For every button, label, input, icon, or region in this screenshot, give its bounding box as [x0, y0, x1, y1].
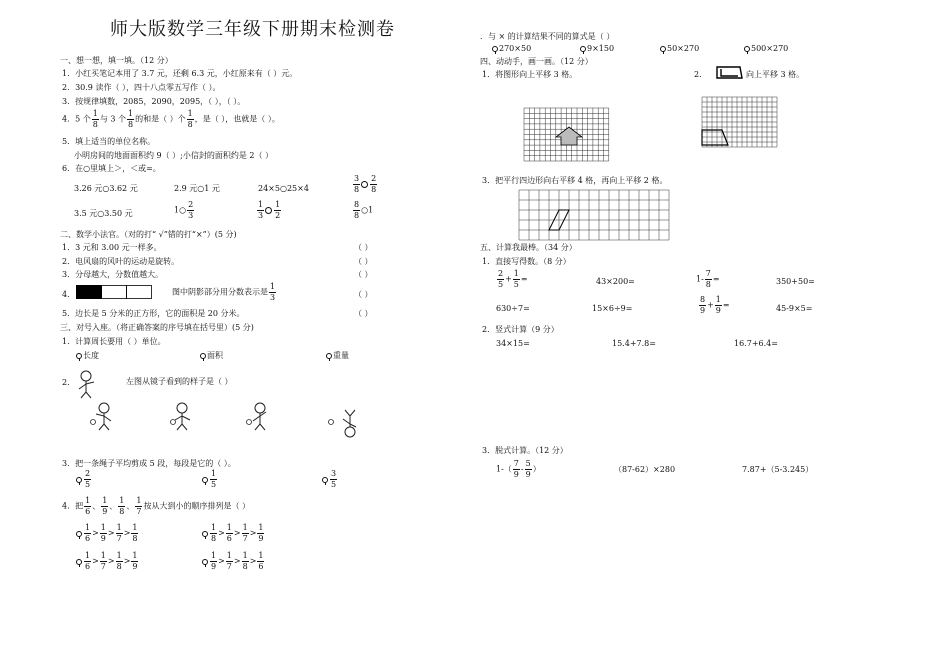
vertical-3: 16.7+6.4= — [734, 339, 778, 348]
option-marker-icon — [492, 46, 498, 52]
calc-1b: 43×200= — [596, 277, 635, 286]
q1-3: 3．按规律填数，2085，2090，2095，（ ），（ ）。 — [62, 97, 246, 106]
stepwise-3: 7.87+（5-3.245） — [742, 465, 814, 474]
option-marker-icon — [660, 46, 666, 52]
mc-q1-opt-a[interactable]: 长度 — [76, 351, 99, 360]
calc-q2: 2．竖式计算（9 分） — [482, 325, 559, 334]
section-4-heading: 四、动动手，画一画。（12 分） — [480, 57, 593, 66]
option-marker-icon — [76, 559, 82, 565]
draw-q1: 1．将图形向上平移 3 格。 — [482, 70, 578, 79]
stick-figure-icon — [76, 370, 102, 400]
option-marker-icon — [322, 477, 328, 483]
tf-answer-1[interactable]: （ ） — [354, 243, 373, 252]
compare-2d: $\frac{8}{8}$ ○1 — [354, 200, 374, 220]
draw-q2-num: 2． — [694, 70, 708, 79]
q1-2: 2．30.9 读作（ ），四十八点零五写作（ ）。 — [62, 83, 221, 92]
tf-answer-4[interactable]: （ ） — [354, 290, 373, 299]
q1-4: 4．5 个 $\frac{1}{8}$ 与 3 个 $\frac{1}{8}$ 的和是（ ）个 $\frac{1}{8}$ ，是（ ），也就是（ ）。 — [62, 109, 280, 129]
mirror-option-c-icon[interactable] — [246, 402, 272, 432]
compare-1d: $\frac{3}{8}$ $\frac{2}{8}$ — [354, 174, 377, 194]
mc-q4-opt-a[interactable]: $\frac{1}{6}$ > $\frac{1}{9}$ > $\frac{1}{7}$ > $\frac{1}{8}$ — [76, 524, 139, 543]
mc-q4-opt-c[interactable]: $\frac{1}{6}$ > $\frac{1}{7}$ > $\frac{1}{8}$ > $\frac{1}{9}$ — [76, 552, 139, 571]
compare-1b: 2.9 元○1 元 — [174, 184, 220, 193]
compare-circle[interactable] — [361, 181, 368, 188]
option-marker-icon — [202, 531, 208, 537]
mc-q4: 4．把 $\frac{1}{6}$ 、 $\frac{1}{9}$ 、 $\frac{1}{8}$ 、 $\frac{1}{7}$ 按从大到小的顺序排列是（ ） — [62, 496, 251, 516]
tf-q4-text: 图中阴影部分用分数表示是 $\frac{1}{3}$ — [172, 282, 276, 302]
option-marker-icon — [76, 353, 82, 359]
mc-q1-opt-c[interactable]: 重量 — [326, 351, 349, 360]
shaded-bar-figure — [76, 285, 156, 301]
mc-q3-opt-b[interactable]: $\frac{1}{5}$ — [202, 470, 218, 489]
stepwise-2: （87-62）×280 — [614, 465, 676, 474]
mc-q1: 1．计算周长要用（ ）单位。 — [62, 337, 166, 346]
page-title: 师大版数学三年级下册期末检测卷 — [110, 19, 395, 40]
grid-3[interactable] — [519, 190, 670, 241]
vertical-1: 34×15= — [496, 339, 530, 348]
option-marker-icon — [200, 353, 206, 359]
vertical-2: 15.4+7.8= — [612, 339, 656, 348]
compare-2c: $\frac{1}{3}$ $\frac{1}{2}$ — [258, 200, 281, 220]
calc-1a: $\frac{2}{5}$ + $\frac{1}{5}$ = — [498, 269, 528, 289]
compare-1c: 24×5○25×4 — [258, 184, 309, 193]
compare-2a: 3.5 元○3.50 元 — [74, 209, 133, 218]
mc-q5-opt-d[interactable]: 500×270 — [744, 44, 788, 53]
option-marker-icon — [76, 477, 82, 483]
q1-6: 6．在○里填上＞，＜或=。 — [62, 164, 161, 173]
mc-q2-num: 2． — [62, 378, 76, 387]
q1-5: 5．填上适当的单位名称。 — [62, 137, 156, 146]
mc-q3: 3．把一条绳子平均剪成 5 段，每段是它的（ ）。 — [62, 459, 236, 468]
mirror-option-b-icon[interactable] — [170, 402, 196, 432]
option-marker-icon — [202, 477, 208, 483]
mc-q1-opt-b[interactable]: 面积 — [200, 351, 223, 360]
option-marker-icon — [76, 531, 82, 537]
tf-q4-num: 4． — [62, 290, 76, 299]
section-2-heading: 二、数学小法官。（对的打“ √”错的打“×”）(5 分) — [60, 230, 237, 239]
calc-q3: 3．脱式计算。（12 分） — [482, 446, 568, 455]
compare-1a: 3.26 元○3.62 元 — [74, 184, 138, 193]
tf-answer-2[interactable]: （ ） — [354, 257, 373, 266]
stepwise-1: 1-（ $\frac{7}{9}$ - $\frac{5}{9}$ ） — [496, 459, 541, 479]
mc-q4-opt-b[interactable]: $\frac{1}{8}$ > $\frac{1}{6}$ > $\frac{1}{7}$ > $\frac{1}{9}$ — [202, 524, 265, 543]
mc-q5-opt-a[interactable]: 270×50 — [492, 44, 531, 53]
section-1-heading: 一、想一想，填一填。（12 分） — [60, 56, 173, 65]
calc-2d: 45-9×5= — [776, 304, 813, 313]
mirror-option-a-icon[interactable] — [90, 402, 116, 432]
compare-circle[interactable] — [265, 207, 272, 214]
mc-q2-text: 左图从镜子看到的样子是（ ） — [126, 377, 233, 386]
option-marker-icon — [744, 46, 750, 52]
mc-q5-text: ．与 × 的计算结果不同的算式是（ ） — [480, 32, 615, 41]
trapezoid-shape-icon — [716, 66, 744, 80]
calc-2c: $\frac{8}{9}$ + $\frac{1}{9}$ = — [700, 295, 730, 315]
q1-5b: 小明房间的地面面积约 9（ ）;小信封的面积约是 2（ ） — [74, 151, 274, 160]
calc-2b: 15×6÷9= — [592, 304, 633, 313]
mc-q3-opt-c[interactable]: $\frac{3}{5}$ — [322, 470, 338, 489]
option-marker-icon — [326, 353, 332, 359]
option-marker-icon — [202, 559, 208, 565]
tf-q1: 1．3 元和 3.00 元一样多。 — [62, 243, 162, 252]
calc-2a: 630÷7= — [496, 304, 530, 313]
grid-1[interactable] — [524, 108, 611, 161]
grid-2[interactable] — [702, 97, 780, 147]
option-marker-icon — [580, 46, 586, 52]
mc-q5-opt-b[interactable]: 9×150 — [580, 44, 614, 53]
tf-q3: 3．分母越大，分数值越大。 — [62, 270, 164, 279]
tf-answer-3[interactable]: （ ） — [354, 270, 373, 279]
compare-2b: 1○ $\frac{2}{3}$ — [174, 200, 194, 220]
mc-q4-opt-d[interactable]: $\frac{1}{9}$ > $\frac{1}{7}$ > $\frac{1}{8}$ > $\frac{1}{6}$ — [202, 552, 265, 571]
draw-q2-text: 向上平移 3 格。 — [746, 70, 805, 79]
calc-q1: 1．直接写得数。（8 分） — [482, 257, 571, 266]
tf-q2: 2．电风扇的风叶的运动是旋转。 — [62, 257, 180, 266]
mirror-option-d-icon[interactable] — [328, 404, 358, 440]
section-3-heading: 三、对号入座。（将正确答案的序号填在括号里）(5 分) — [60, 323, 254, 332]
calc-1d: 350+50= — [776, 277, 815, 286]
mc-q5-opt-c[interactable]: 50×270 — [660, 44, 699, 53]
mc-q3-opt-a[interactable]: $\frac{2}{5}$ — [76, 470, 92, 489]
tf-answer-5[interactable]: （ ） — [354, 309, 373, 318]
draw-q3: 3．把平行四边形向右平移 4 格，再向上平移 2 格。 — [482, 176, 668, 185]
q1-1: 1．小红买笔记本用了 3.7 元，还剩 6.3 元，小红原来有（ ）元。 — [62, 69, 298, 78]
tf-q5: 5．边长是 5 分米的正方形，它的面积是 20 分米。 — [62, 309, 245, 318]
section-5-heading: 五、计算我最棒。（34 分） — [480, 243, 577, 252]
calc-1c: 1- $\frac{7}{8}$ = — [696, 269, 720, 289]
